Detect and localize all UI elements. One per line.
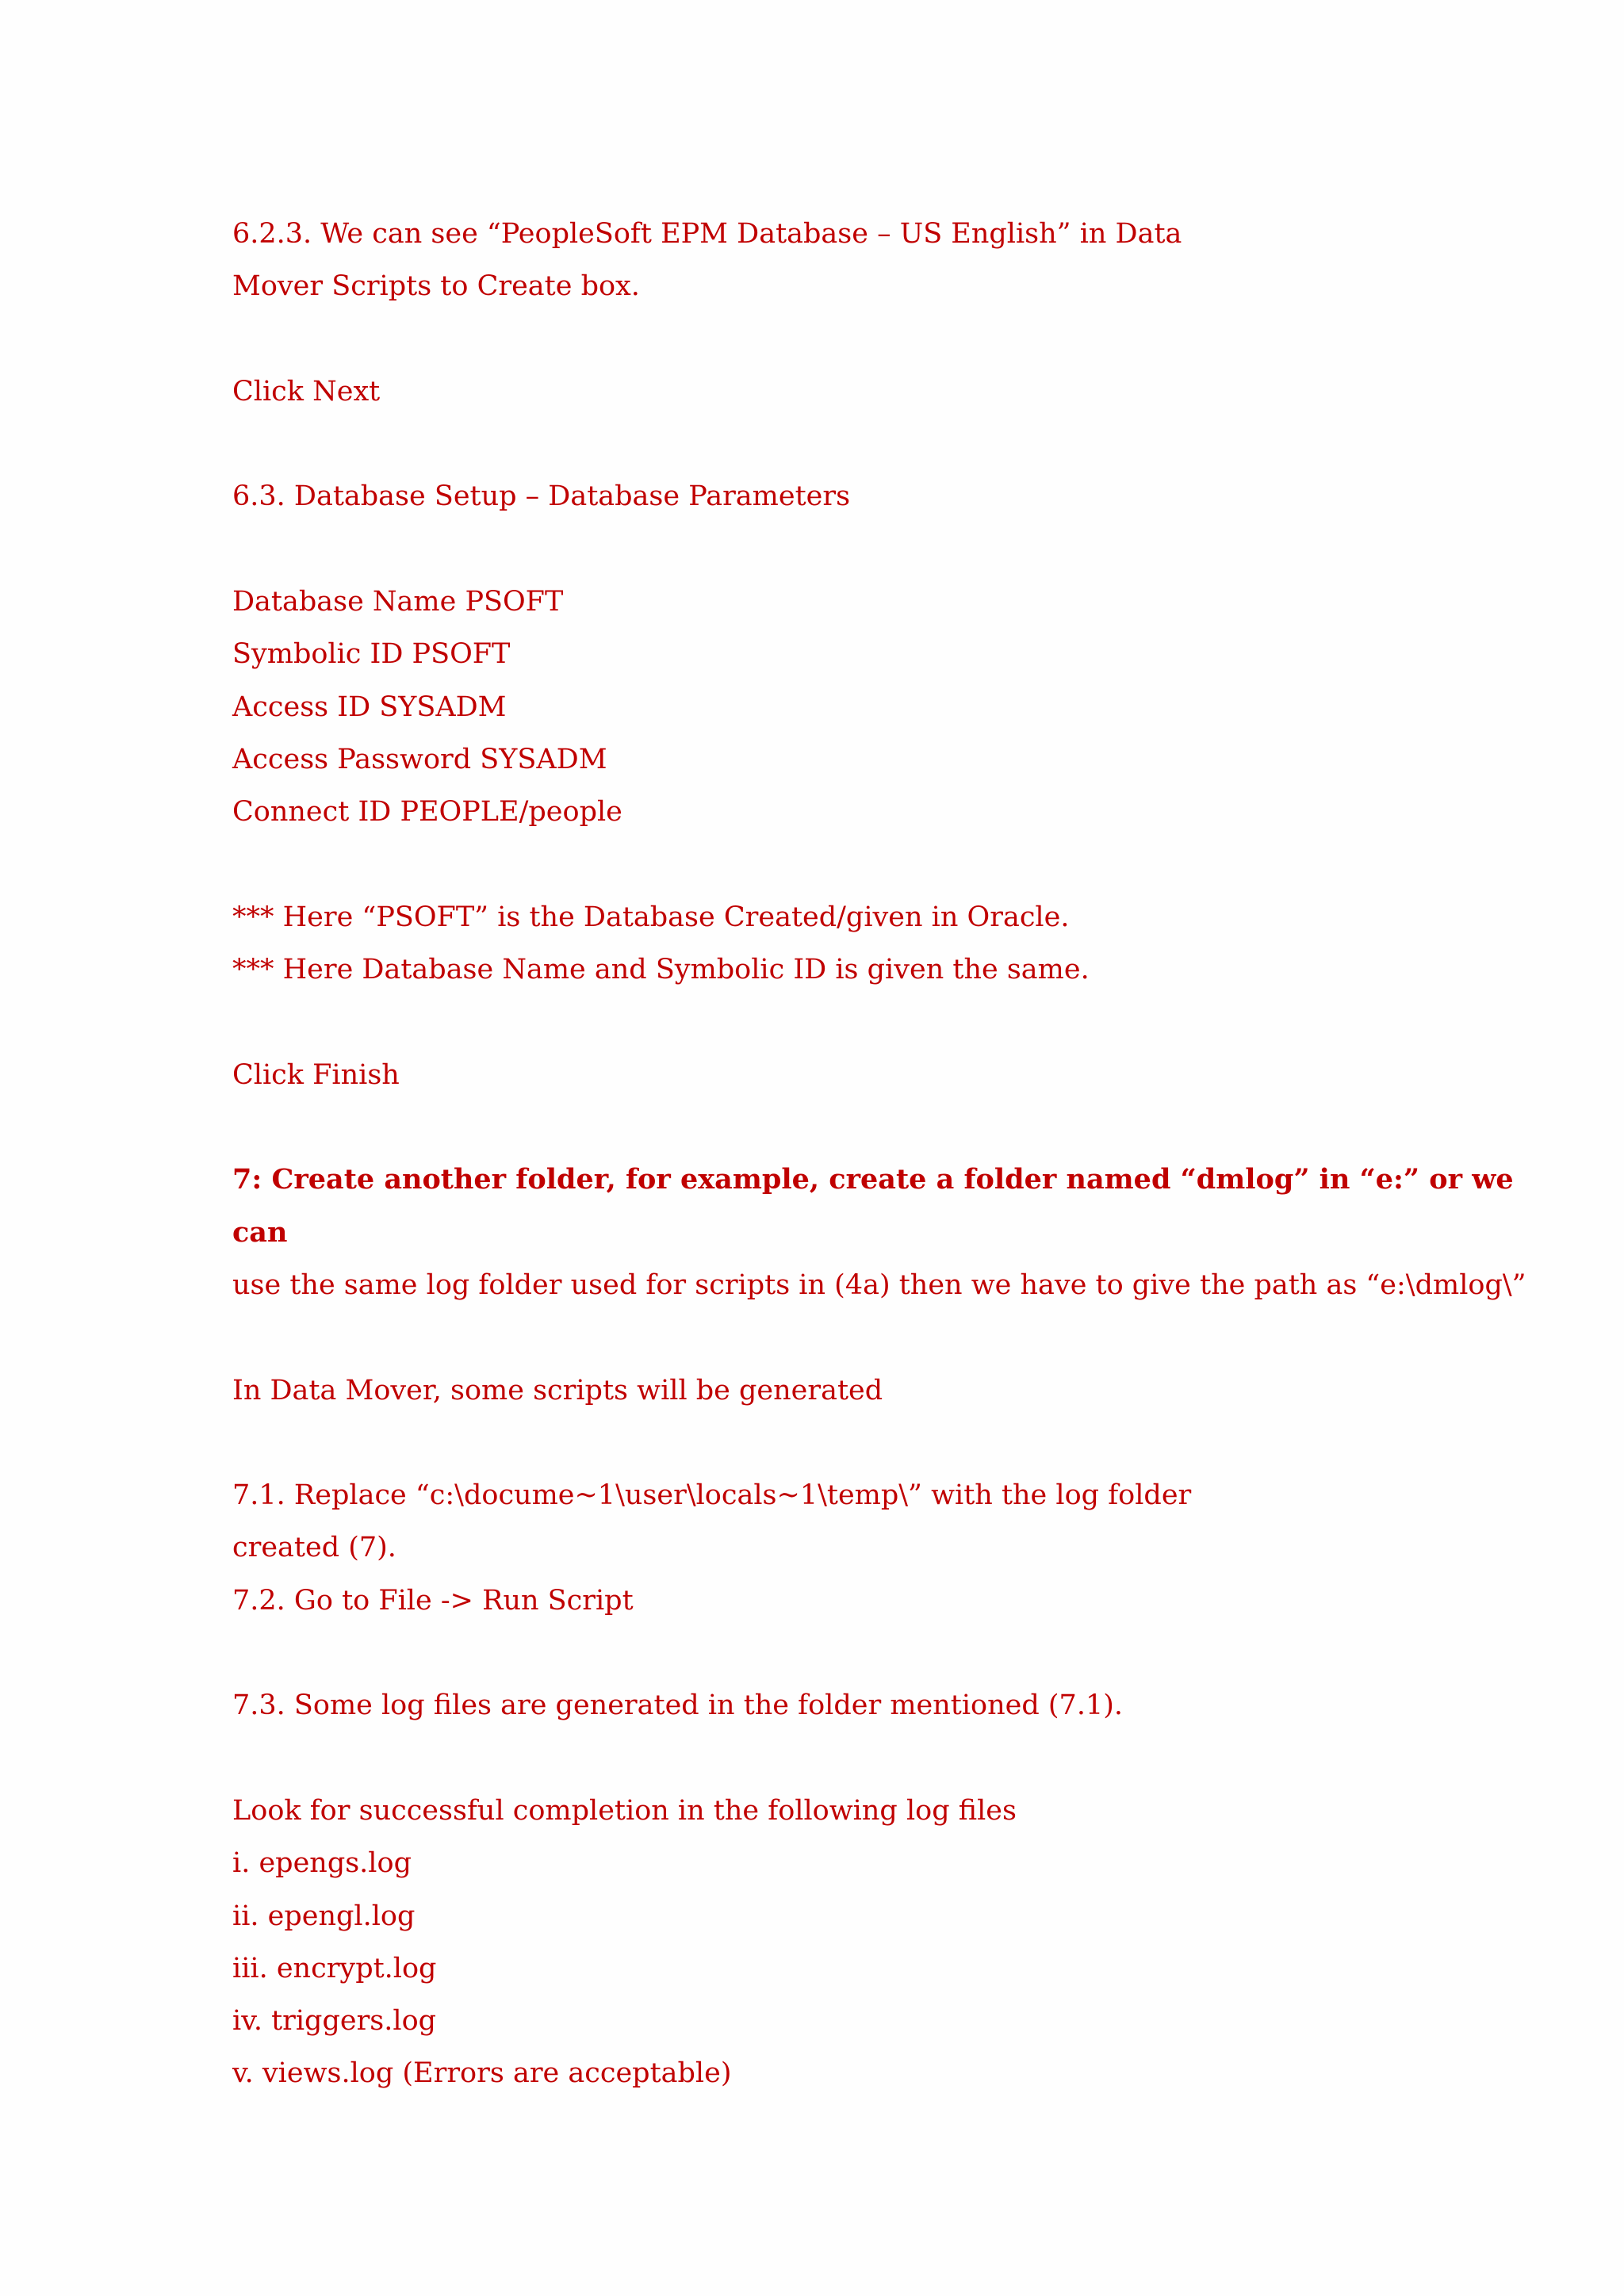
look-for-text: Look for successful completion in the following log files — [232, 1794, 1017, 1827]
log-file-item: ii. epengl.log — [232, 1900, 416, 1932]
spacer — [232, 1732, 1422, 1785]
param-database-name: Database Name PSOFT — [232, 586, 564, 618]
spacer — [232, 523, 1422, 576]
param-access-id: Access ID SYSADM — [232, 691, 507, 723]
spacer — [232, 839, 1422, 891]
log-file-item: v. views.log (Errors are acceptable) — [232, 2057, 732, 2090]
param-connect-id: Connect ID PEOPLE/people — [232, 796, 622, 828]
log-file-item: iii. encrypt.log — [232, 1952, 437, 1984]
section-7-path-line: use the same log folder used for scripts in (4a) then we have to give the path as “e:\dmlog\” — [232, 1269, 1526, 1301]
section-6-2-3-line-2: Mover Scripts to Create box. — [232, 270, 640, 303]
section-6-3-heading: 6.3. Database Setup – Database Parameters — [232, 480, 851, 513]
log-file-item: i. epengs.log — [232, 1847, 412, 1880]
section-7-heading-line-1: 7: Create another folder, for example, create a folder named “dmlog” in “e:” or we — [232, 1163, 1514, 1196]
document-page — [232, 208, 1526, 2100]
section-7-heading-line-2: can — [232, 1215, 288, 1249]
spacer — [232, 1101, 1422, 1154]
step-7-2: 7.2. Go to File -> Run Script — [232, 1584, 634, 1617]
spacer — [232, 1417, 1422, 1469]
spacer — [232, 996, 1422, 1048]
spacer — [232, 1311, 1422, 1364]
section-6-2-3-line-1: 6.2.3. We can see “PeopleSoft EPM Database – US English” in Data — [232, 218, 1182, 250]
spacer — [232, 418, 1422, 470]
note-same-name: *** Here Database Name and Symbolic ID is given the same. — [232, 954, 1090, 986]
param-symbolic-id: Symbolic ID PSOFT — [232, 638, 511, 671]
step-7-1-line-1: 7.1. Replace “c:\docume~1\user\locals~1\temp\” with the log folder — [232, 1479, 1192, 1512]
data-mover-scripts-text: In Data Mover, some scripts will be generated — [232, 1374, 883, 1406]
param-access-password: Access Password SYSADM — [232, 743, 607, 775]
spacer — [232, 1627, 1422, 1679]
log-file-item: iv. triggers.log — [232, 2005, 437, 2038]
step-7-3: 7.3. Some log files are generated in the folder mentioned (7.1). — [232, 1689, 1123, 1722]
click-finish-text: Click Finish — [232, 1058, 400, 1091]
note-psoft-database: *** Here “PSOFT” is the Database Created/given in Oracle. — [232, 901, 1070, 933]
spacer — [232, 313, 1422, 365]
click-next-text: Click Next — [232, 375, 381, 408]
step-7-1-line-2: created (7). — [232, 1532, 396, 1564]
